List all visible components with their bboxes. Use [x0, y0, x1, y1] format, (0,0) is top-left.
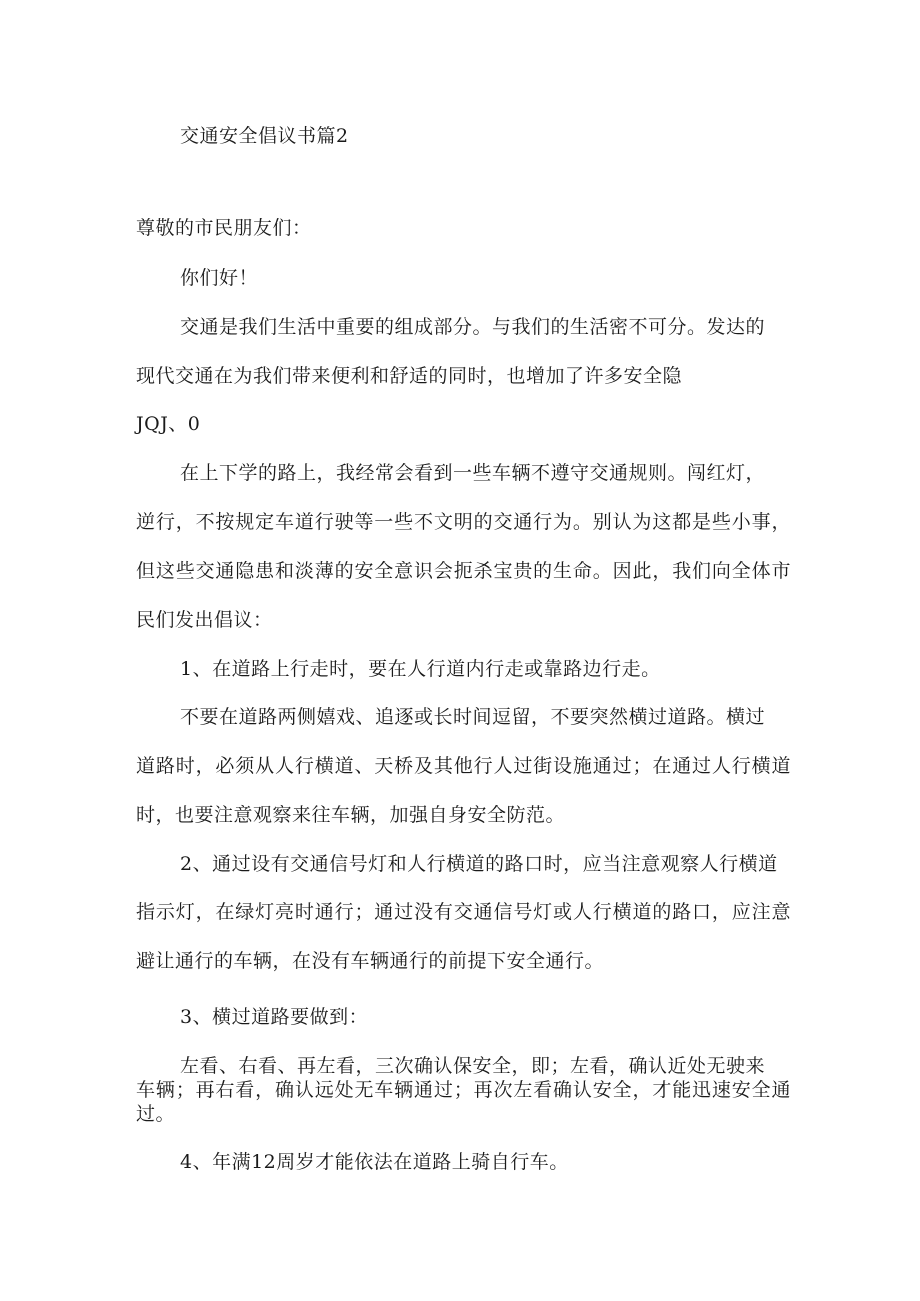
- paragraph-line: 避让通行的车辆，在没有车辆通行的前提下安全通行。: [136, 950, 605, 972]
- paragraph-line: 时，也要注意观察来往车辆，加强自身安全防范。: [136, 804, 566, 826]
- item-heading: 1、在道路上行走时，要在人行道内行走或靠路边行走。: [180, 658, 661, 680]
- paragraph-line: 车辆；再右看，确认远处无车辆通过；再次左看确认安全，才能迅速安全通: [136, 1079, 791, 1101]
- document-title: 交通安全倡议书篇2: [180, 125, 349, 147]
- paragraph-line: 道路时，必须从人行横道、天桥及其他行人过街设施通过；在通过人行横道: [136, 755, 791, 777]
- item-heading: 4、年满12周岁才能依法在道路上骑自行车。: [180, 1151, 569, 1173]
- paragraph-line: 指示灯，在绿灯亮时通行；通过没有交通信号灯或人行横道的路口，应注意: [136, 901, 791, 923]
- paragraph-line: 左看、右看、再左看，三次确认保安全，即；左看，确认近处无驶来: [180, 1055, 766, 1077]
- paragraph-line: 在上下学的路上，我经常会看到一些车辆不遵守交通规则。闯红灯，: [180, 462, 766, 484]
- paragraph-line: 不要在道路两侧嬉戏、追逐或长时间逗留，不要突然横过道路。横过: [180, 706, 766, 728]
- salutation: 你们好！: [180, 267, 259, 289]
- paragraph-line: 民们发出倡议：: [136, 609, 273, 631]
- item-heading: 3、横过道路要做到：: [180, 1006, 369, 1028]
- paragraph-line: 但这些交通隐患和淡薄的安全意识会扼杀宝贵的生命。因此，我们向全体市: [136, 560, 791, 582]
- paragraph-line: 2、通过设有交通信号灯和人行横道的路口时，应当注意观察人行横道: [180, 853, 778, 875]
- paragraph-line: 现代交通在为我们带来便利和舒适的同时，也增加了许多安全隐: [136, 365, 683, 387]
- paragraph-line: 逆行，不按规定车道行驶等一些不文明的交通行为。别认为这都是些小事，: [136, 511, 791, 533]
- paragraph-line: 交通是我们生活中重要的组成部分。与我们的生活密不可分。发达的: [180, 316, 766, 338]
- greeting: 尊敬的市民朋友们：: [136, 217, 312, 239]
- paragraph-line: 过。: [136, 1103, 176, 1125]
- paragraph-line: JQJ、0: [136, 413, 201, 435]
